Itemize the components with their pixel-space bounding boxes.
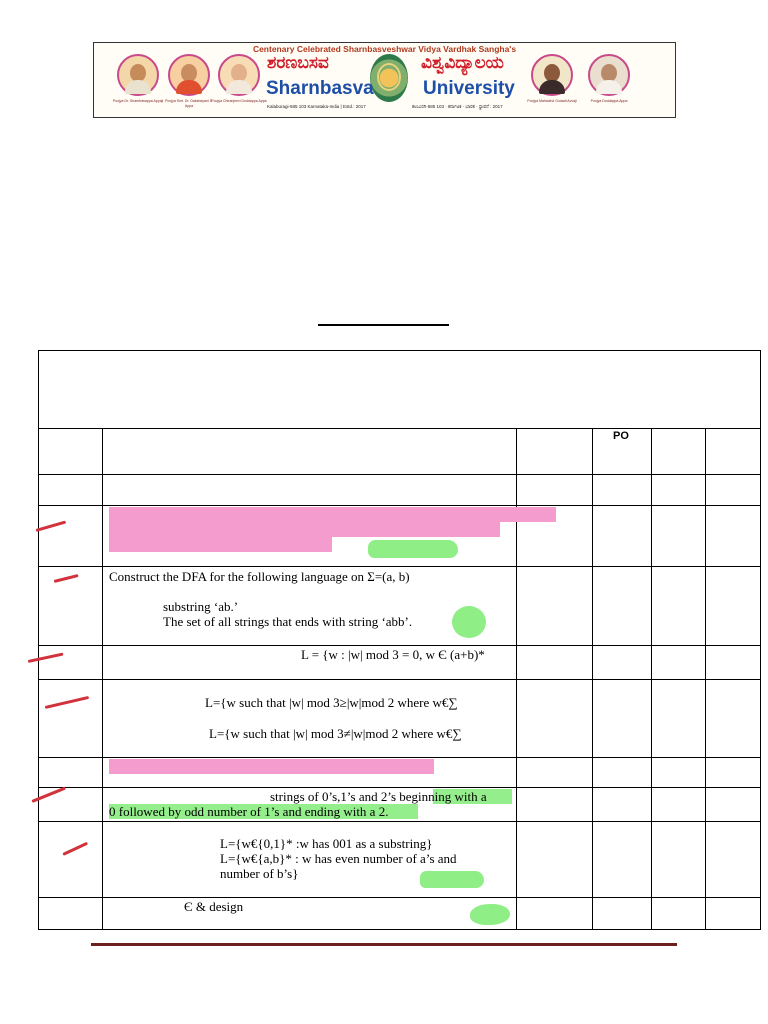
red-pen-mark bbox=[54, 574, 79, 583]
caption-4: Poojya Mahadevi Godadi Avvaji bbox=[527, 99, 577, 103]
caption-2: Poojya Smt. Dr. Dakshayani S. Appa bbox=[165, 99, 213, 108]
university-name-english-left: Sharnbasva bbox=[266, 78, 374, 99]
university-name-kannada-left: ಶರಣಬಸವ bbox=[267, 53, 329, 73]
question-text: strings of 0’s,1’s and 2’s beginning with a bbox=[270, 789, 487, 804]
question-text: number of b’s} bbox=[220, 866, 299, 881]
portrait-3 bbox=[218, 54, 260, 96]
portrait-5 bbox=[588, 54, 630, 96]
question-text: L = {w : |w| mod 3 = 0, w Є (a+b)* bbox=[301, 647, 485, 662]
pink-highlight-3 bbox=[109, 537, 332, 552]
question-text: Є & design bbox=[184, 899, 244, 914]
question-text: L={w€{a,b}* : w has even number of a’s and bbox=[220, 851, 457, 866]
question-text: Construct the DFA for the following language on Σ=(a, b) bbox=[109, 569, 410, 584]
green-mark-3 bbox=[420, 871, 484, 888]
red-pen-mark bbox=[62, 842, 88, 856]
university-name-english-right: University bbox=[423, 78, 515, 99]
portrait-4 bbox=[531, 54, 573, 96]
pink-highlight-2 bbox=[109, 522, 500, 537]
pink-highlight-4 bbox=[109, 759, 434, 774]
po-header: PO bbox=[613, 430, 629, 442]
red-pen-mark bbox=[36, 521, 67, 532]
question-text: L={w such that |w| mod 3≥|w|mod 2 where w€∑ bbox=[205, 695, 458, 710]
pink-highlight-1 bbox=[109, 507, 556, 522]
red-pen-mark bbox=[28, 653, 64, 663]
green-mark-4 bbox=[470, 904, 510, 925]
green-mark-2 bbox=[452, 606, 486, 638]
university-name-kannada-right: ವಿಶ್ವವಿದ್ಯಾಲಯ bbox=[421, 53, 504, 73]
footer-rule bbox=[91, 943, 677, 946]
banner-address: Kalaburagi-585 103 Karnataka-India | Estd.: 2017 bbox=[267, 104, 366, 109]
red-pen-mark bbox=[31, 787, 66, 803]
caption-1: Poojya Dr. Sharnbasappa Appaji bbox=[112, 99, 164, 103]
title-underline bbox=[318, 324, 449, 326]
question-text: L={w€{0,1}* :w has 001 as a substring} bbox=[220, 836, 433, 851]
portrait-1 bbox=[117, 54, 159, 96]
university-banner bbox=[93, 42, 676, 118]
banner-address-kannada: ಕಲಬುರಗಿ-585 103 · ಕರ್ನಾಟಕ · ಭಾರತ · ಸ್ಥಾಪನೆ : 2017 bbox=[412, 104, 503, 109]
question-text: L={w such that |w| mod 3≠|w|mod 2 where w€∑ bbox=[209, 726, 462, 741]
portrait-2 bbox=[168, 54, 210, 96]
question-text: The set of all strings that ends with string ‘abb’. bbox=[163, 614, 413, 629]
caption-5: Poojya Doddappa Appa bbox=[590, 99, 628, 103]
banner-tagline: Centenary Celebrated Sharnbasveshwar Vidya Vardhak Sangha's bbox=[252, 44, 517, 54]
question-text: substring ‘ab.’ bbox=[163, 599, 239, 614]
green-mark-1 bbox=[368, 540, 458, 558]
caption-3: Poojya Chiranjeevi Doddappa Appa bbox=[211, 99, 267, 103]
question-text: 0 followed by odd number of 1’s and ending with a 2. bbox=[109, 804, 389, 819]
university-seal-icon bbox=[370, 54, 408, 102]
red-pen-mark bbox=[45, 696, 90, 709]
